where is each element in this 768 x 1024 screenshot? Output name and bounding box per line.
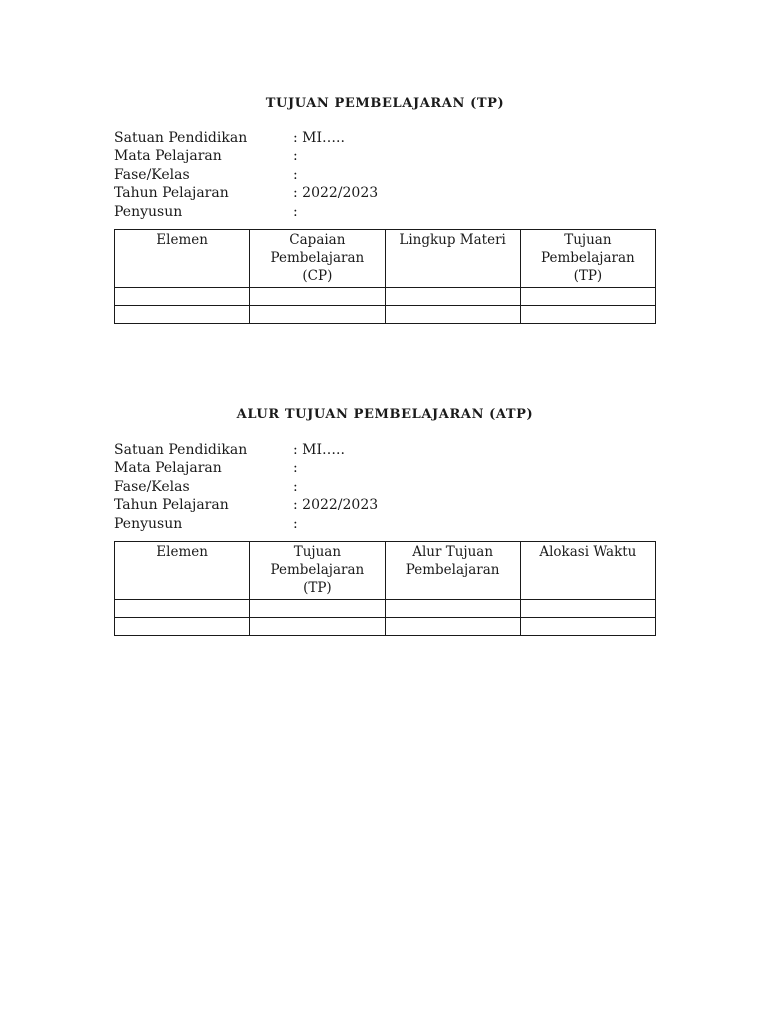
tp-meta-row-penyusun [114,203,656,221]
header-cell-alur-tujuan-pembelajaran [385,541,520,599]
meta-label: Fase/Kelas [114,478,190,495]
meta-label: Mata Pelajaran [114,148,222,165]
table-cell [520,305,655,323]
header-cell-elemen [115,229,250,287]
tp-meta-row-mata-pelajaran [114,147,656,165]
table-cell [520,617,655,635]
header-line: Pembelajaran [405,561,500,578]
meta-value: : 2022/2023 [293,497,379,514]
header-cell-tujuan-pembelajaran [520,229,655,287]
header-line: Alur Tujuan [412,543,494,560]
meta-label: Satuan Pendidikan [114,130,248,146]
meta-value: : [293,478,298,495]
table-cell [115,305,250,323]
header-line: Tujuan [293,543,342,560]
table-cell [250,305,385,323]
table-header-row [115,541,656,599]
meta-label: Mata Pelajaran [114,460,222,477]
meta-value: : MI….. [293,130,345,146]
header-line: Elemen [156,543,208,560]
table-cell [385,305,520,323]
table-cell [115,287,250,305]
table-cell [385,287,520,305]
meta-value: : [293,515,298,532]
tp-table [114,229,656,324]
meta-value: : [293,203,298,220]
header-cell-capaian-pembelajaran [250,229,385,287]
header-line: Pembelajaran [270,561,365,578]
table-cell [250,617,385,635]
tp-meta-row-tahun-pelajaran [114,184,656,202]
meta-label: Tahun Pelajaran [114,185,229,202]
atp-meta [114,441,656,533]
meta-value: : [293,166,298,183]
header-line: Pembelajaran [270,249,365,266]
meta-value: : [293,148,298,165]
atp-title: ALUR TUJUAN PEMBELAJARAN (ATP) [236,407,534,422]
header-cell-elemen [115,541,250,599]
tp-section [114,95,656,324]
header-line: (TP) [573,267,603,284]
meta-value: : MI….. [293,442,345,458]
meta-label: Penyusun [114,515,183,532]
atp-meta-row-mata-pelajaran [114,459,656,477]
table-row [115,617,656,635]
meta-label: Penyusun [114,203,183,220]
table-cell [115,599,250,617]
table-cell [115,617,250,635]
header-line: Pembelajaran [541,249,635,266]
header-line: Elemen [156,231,208,248]
table-header-row [115,229,656,287]
meta-label: Satuan Pendidikan [114,442,248,458]
header-line: Lingkup Materi [399,231,506,248]
tp-title: TUJUAN PEMBELAJARAN (TP) [265,96,505,111]
atp-meta-row-tahun-pelajaran [114,496,656,514]
header-line: Capaian [289,231,346,248]
table-row [115,305,656,323]
atp-meta-row-fase-kelas [114,478,656,496]
meta-value: : [293,460,298,477]
header-line: (TP) [303,579,332,596]
tp-meta-row-satuan-pendidikan [114,129,656,147]
table-cell [250,287,385,305]
header-line: Alokasi Waktu [539,543,637,560]
atp-section [114,406,656,636]
header-cell-tujuan-pembelajaran [250,541,385,599]
table-cell [520,599,655,617]
atp-meta-row-penyusun [114,515,656,533]
meta-label: Fase/Kelas [114,166,190,183]
header-cell-lingkup-materi [385,229,520,287]
atp-table [114,541,656,636]
header-cell-alokasi-waktu [520,541,655,599]
table-row [115,287,656,305]
meta-value: : 2022/2023 [293,185,379,202]
table-cell [250,599,385,617]
tp-meta [114,129,656,221]
meta-label: Tahun Pelajaran [114,497,229,514]
table-cell [520,287,655,305]
header-line: (CP) [302,267,333,284]
atp-meta-row-satuan-pendidikan [114,441,656,459]
tp-meta-row-fase-kelas [114,166,656,184]
table-cell [385,617,520,635]
header-line: Tujuan [564,231,612,248]
table-row [115,599,656,617]
table-cell [385,599,520,617]
